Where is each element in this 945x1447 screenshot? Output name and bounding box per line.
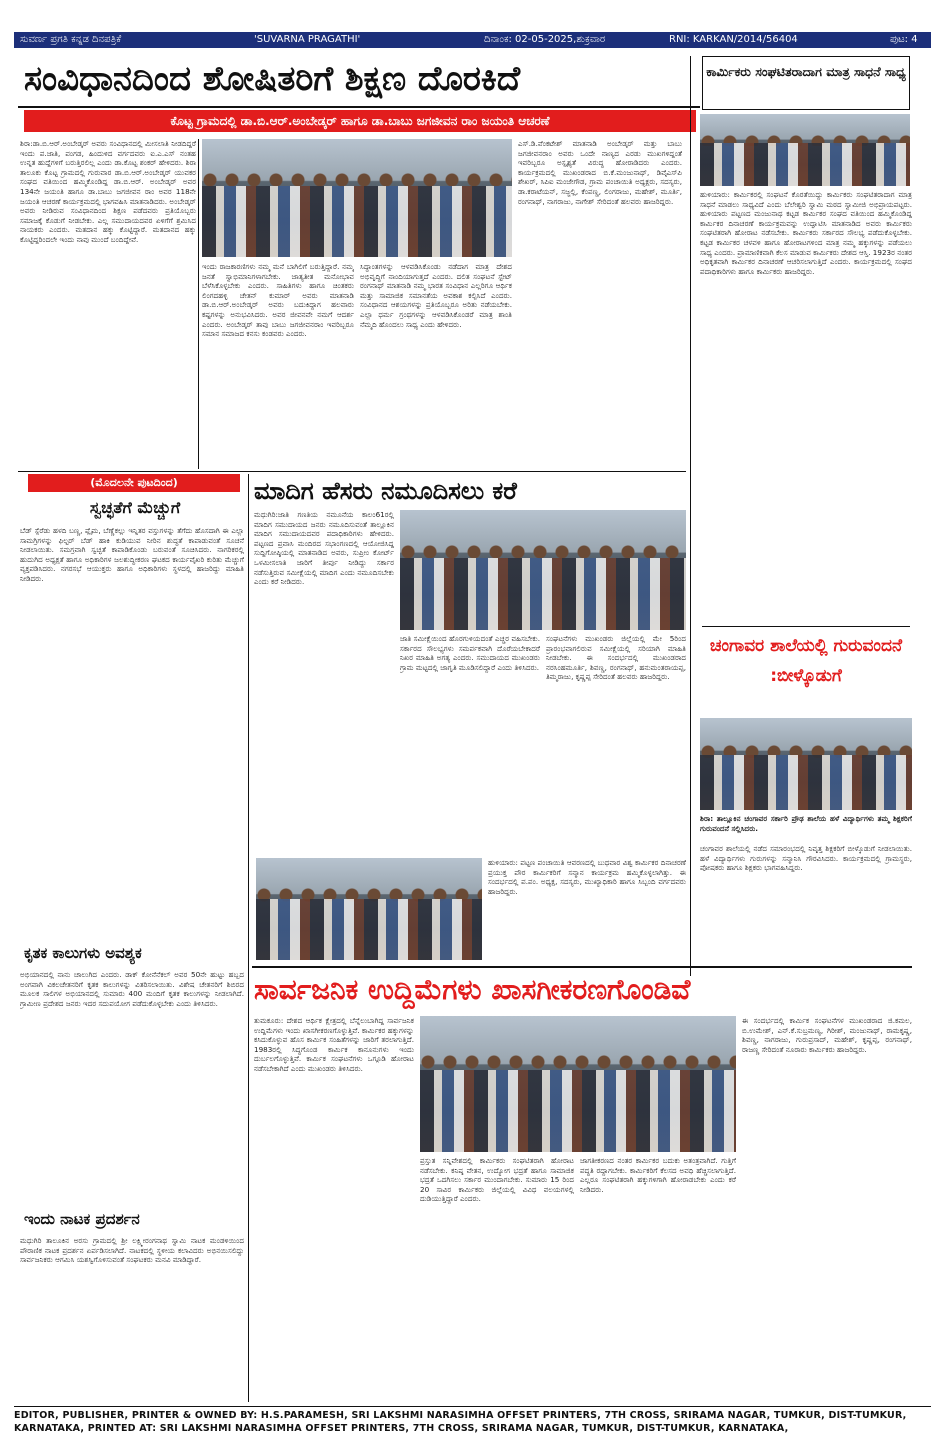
privatisation-column-1: ತುಮಕೂರು: ದೇಶದ ಆರ್ಥಿಕ ಕ್ಷೇತ್ರದಲ್ಲಿ ಬೆನ್ನೆಲುಬಾಗಿದ್ದ ಸಾರ್ವಜನಿಕ ಉದ್ದಿಮೆಗಳು ಇಂದು ಖಾಸಗೀಕರಣಗೊಳ್ಳುತ್ತಿವೆ. ಕಾರ್ಮಿಕರ ಹಕ್ಕುಗಳನ್ನು ಕಸಿದುಕೊಳ್ಳುವ ಹೊಸ ಕಾರ್ಮಿಕ ಸಂಹಿತೆಗಳನ್ನು ಜಾರಿಗೆ ತರಲಾಗುತ್ತಿದೆ. 1983ರಲ್ಲಿ ಸಿದ್ಧಗೊಂಡ ಕಾರ್ಮಿಕ ಕಾನೂನುಗಳು ಇಂದು ದುರ್ಬಲಗೊಳ್ಳುತ್ತಿವೆ. ಕಾರ್ಮಿಕ ಸಂಘಟನೆಗಳು ಒಗ್ಗೂಡಿ ಹೋರಾಟ ನಡೆಸಬೇಕಾಗಿದೆ ಎಂದು ಮುಖಂಡರು ತಿಳಿಸಿದರು. [254, 1016, 414, 1073]
imprint-line-2: KARNATAKA, PRINTED AT: SRI LAKSHMI NARASIMHA OFFSET PRINTERS, 7TH CROSS, SRIRAMA NAGAR, TUMKUR, DIST-TUMKUR, KARNATAKA, [14, 1423, 789, 1434]
right-headline: ಕಾರ್ಮಿಕರು ಸಂಘಟಿತರಾದಾಗ ಮಾತ್ರ ಸಾಧನೆ ಸಾಧ್ಯ [702, 56, 910, 110]
story-title-drama: ಇಂದು ನಾಟಕ ಪ್ರದರ್ಶನ [24, 1210, 140, 1228]
imprint-footer [14, 1406, 931, 1444]
column-rule [690, 56, 691, 976]
story-title-prosthetics: ಕೃತಕ ಕಾಲುಗಳು ಅವಶ್ಯಕ [24, 944, 142, 962]
column-rule [248, 474, 249, 1402]
workers-body: ಹುಳಿಯಾರು: ಪಟ್ಟಣ ಪಂಚಾಯಿತಿ ಆವರಣದಲ್ಲಿ ಬುಧವಾರ ವಿಶ್ವ ಕಾರ್ಮಿಕರ ದಿನಾಚರಣೆ ಪ್ರಯುಕ್ತ ಪೌರ ಕಾರ್ಮಿಕರಿಗೆ ಸನ್ಮಾನ ಕಾರ್ಯಕ್ರಮ ಹಮ್ಮಿಕೊಳ್ಳಲಾಗಿತ್ತು. ಈ ಸಂದರ್ಭದಲ್ಲಿ ಪ.ಪಂ. ಅಧ್ಯಕ್ಷ, ಸದಸ್ಯರು, ಮುಖ್ಯಾಧಿಕಾರಿ ಹಾಗೂ ಸಿಬ್ಬಂದಿ ವರ್ಗದವರು ಹಾಜರಿದ್ದರು. [488, 858, 686, 896]
rni-number: RNI: KARKAN/2014/56404 [669, 34, 798, 45]
lead-headline: ಸಂವಿಧಾನದಿಂದ ಶೋಷಿತರಿಗೆ ಶಿಕ್ಷಣ ದೊರಕಿದೆ [24, 59, 521, 99]
privatisation-photo [420, 1016, 736, 1152]
madiga-column-2: ಜಾತಿ ಸಮೀಕ್ಷೆಯಿಂದ ಹೊರಗುಳಿಯದಂತೆ ಎಚ್ಚರ ವಹಿಸಬೇಕು. ಸರ್ಕಾರದ ಸೌಲಭ್ಯಗಳು ಸಮರ್ಪಕವಾಗಿ ದೊರೆಯಬೇಕಾದರೆ ನಿಖರ ಮಾಹಿತಿ ಅಗತ್ಯ ಎಂದರು. ಸಮುದಾಯದ ಮುಖಂಡರು ಗ್ರಾಮ ಮಟ್ಟದಲ್ಲಿ ಜಾಗೃತಿ ಮೂಡಿಸಲಿದ್ದಾರೆ ಎಂದು ತಿಳಿಸಿದರು. [400, 634, 540, 672]
divider [18, 471, 686, 472]
right-body: ಹುಳಿಯಾರು: ಕಾರ್ಮಿಕರಲ್ಲಿ ಸಂಘಟನೆ ಕೊರತೆಯಿದ್ದು ಕಾರ್ಮಿಕರು ಸಂಘಟಿತರಾದಾಗ ಮಾತ್ರ ಸಾಧನೆ ಮಾಡಲು ಸಾಧ್ಯವಿದೆ ಎಂದು ಬೆಲೇಶ್ವರಿ ಸ್ವಾಮಿ ಮಠದ ಸ್ವಾಮೀಜಿ ಅಭಿಪ್ರಾಯಪಟ್ಟರು. ಹುಳಿಯಾರು ಪಟ್ಟಣದ ಮಂಜುನಾಥ ಕಟ್ಟಡ ಕಾರ್ಮಿಕರ ಸಂಘದ ವತಿಯಿಂದ ಹಮ್ಮಿಕೊಂಡಿದ್ದ ಕಾರ್ಮಿಕರ ದಿನಾಚರಣೆ ಕಾರ್ಯಕ್ರಮವನ್ನು ಉದ್ಘಾಟಿಸಿ ಮಾತನಾಡಿದ ಅವರು ಕಾರ್ಮಿಕರು ಸಂಘಟಿತರಾಗಿ ಹೋರಾಟ ನಡೆಸಬೇಕು. ಕಾರ್ಮಿಕರು ಸರ್ಕಾರದ ಸೌಲಭ್ಯ ಪಡೆದುಕೊಳ್ಳಬೇಕು. ಕಟ್ಟಡ ಕಾರ್ಮಿಕರ ಚಳವಳಿ ಹಾಗೂ ಹೋರಾಟಗಳಿಂದ ಮಾತ್ರ ನಮ್ಮ ಹಕ್ಕುಗಳನ್ನು ಪಡೆಯಲು ಸಾಧ್ಯ ಎಂದರು. ಪ್ರಾಮಾಣಿಕವಾಗಿ ಕೆಲಸ ಮಾಡುವ ಕಾರ್ಮಿಕರು ದೇಶದ ಆಸ್ತಿ. 1923ರ ನಂತರ ಅಧಿಕೃತವಾಗಿ ಕಾರ್ಮಿಕರ ದಿನಾಚರಣೆ ಆಚರಿಸಲಾಗುತ್ತಿದೆ ಎಂದರು. ಕಾರ್ಯಕ್ರಮದಲ್ಲಿ ಸಂಘದ ಪದಾಧಿಕಾರಿಗಳು ಹಾಗೂ ಕಾರ್ಮಿಕರು ಹಾಜರಿದ್ದರು. [700, 190, 912, 276]
lead-column-4: ಎಸ್.ಡಿ.ವೆಂಕಟೇಶ್ ಮಾತನಾಡಿ ಅಂಬೇಡ್ಕರ್ ಮತ್ತು ಬಾಬು ಜಗಜೀವನರಾಂ ಅವರು ಒಂದೇ ನಾಣ್ಯದ ಎರಡು ಮುಖಗಳಿದ್ದಂತೆ ಇವರಿಬ್ಬರೂ ಅಸ್ಪೃಶ್ಯತೆ ವಿರುದ್ಧ ಹೋರಾಡಿದರು ಎಂದರು. ಕಾರ್ಯಕ್ರಮದಲ್ಲಿ ಮುಖಂಡರಾದ ಬಿ.ಕೆ.ಮಂಜುನಾಥ್, ಡಿವೈಎಸ್‌ಪಿ ಶೇಖರ್, ಸಿಪಿಐ ಮಂಜೇಗೌಡ, ಗ್ರಾಮ ಪಂಚಾಯಿತಿ ಅಧ್ಯಕ್ಷರು, ಸದಸ್ಯರು, ಡಾ.ಕರಾಟೆಯನ್, ಸಜ್ಜಲ್ಲಿ, ಕೆಂಪಣ್ಣ, ಲಿಂಗರಾಜು, ಮಹೇಶ್, ಮೂರ್ತಿ, ರಂಗನಾಥ್, ನಾಗರಾಜು, ನಾಗೇಶ್ ಸೇರಿದಂತೆ ಹಲವರು ಹಾಜರಿದ್ದರು. [518, 139, 682, 206]
right-photo [700, 114, 910, 186]
changavara-photo [700, 718, 912, 810]
madiga-column-3: ಸಂಘಟನೆಗಳು ಮುಖಂಡರು ಜಿಲ್ಲೆಯಲ್ಲಿ ಮೇ 5ರಿಂದ ಪ್ರಾರಂಭವಾಗಲಿರುವ ಸಮೀಕ್ಷೆಯಲ್ಲಿ ಸರಿಯಾಗಿ ಮಾಹಿತಿ ನೀಡಬೇಕು. ಈ ಸಂದರ್ಭದಲ್ಲಿ ಮುಖಂಡರಾದ ನರಸಿಂಹಮೂರ್ತಿ, ಶಿವಣ್ಣ, ರಂಗನಾಥ್, ಹನುಮಂತರಾಯಪ್ಪ, ತಿಮ್ಮರಾಜು, ಕೃಷ್ಣಪ್ಪ ಸೇರಿದಂತೆ ಹಲವರು ಹಾಜರಿದ್ದರು. [546, 634, 686, 682]
privatisation-column-4: ಈ ಸಂದರ್ಭದಲ್ಲಿ ಕಾರ್ಮಿಕ ಸಂಘಟನೆಗಳ ಮುಖಂಡರಾದ ಜಿ.ಕಮಲ, ಬಿ.ಉಮೇಶ್, ಎನ್.ಕೆ.ಸುಬ್ರಮಣ್ಯ, ಗಿರೀಶ್, ಮಂಜುನಾಥ್, ರಾಮಕೃಷ್ಣ, ಶಿವಣ್ಣ, ನಾಗರಾಜು, ಗುರುಪ್ರಸಾದ್, ಮಹೇಶ್, ಕೃಷ್ಣಪ್ಪ, ರಂಗನಾಥ್, ರಾಜಣ್ಣ ಸೇರಿದಂತೆ ನೂರಾರು ಕಾರ್ಮಿಕರು ಹಾಜರಿದ್ದರು. [742, 1016, 912, 1054]
lead-photo [202, 139, 512, 257]
privatisation-column-2: ಪ್ರಸ್ತುತ ಸನ್ನಿವೇಶದಲ್ಲಿ ಕಾರ್ಮಿಕರು ಸಂಘಟಿತರಾಗಿ ಹೋರಾಟ ನಡೆಸಬೇಕು. ಕನಿಷ್ಠ ವೇತನ, ಉದ್ಯೋಗ ಭದ್ರತೆ ಹಾಗೂ ಸಾಮಾಜಿಕ ಭದ್ರತೆ ಒದಗಿಸಲು ಸರ್ಕಾರ ಮುಂದಾಗಬೇಕು. ಸುಮಾರು 15 ರಿಂದ 20 ಸಾವಿರ ಕಾರ್ಮಿಕರು ಜಿಲ್ಲೆಯಲ್ಲಿ ವಿವಿಧ ವಲಯಗಳಲ್ಲಿ ದುಡಿಯುತ್ತಿದ್ದಾರೆ ಎಂದರು. [420, 1156, 574, 1204]
story-body-cleanliness: ಬೆಡ್ ಸ್ಪೆರೆಡು ಹಳದಿ ಬಣ್ಣ, ಪ್ಲೈಮ, ಬೆಣ್ಣೆಕಲ್ಲು ಇನ್ನಿತರ ವಸ್ತುಗಳನ್ನು ತೆಗೆದು ಹೊಸದಾಗಿ ಈ ಎಲ್ಲಾ ಸಾಮಗ್ರಿಗಳನ್ನು ಫಿಲ್ಟರ್ ಬೆಡ್ ಹಾಕಿ ಕುಡಿಯುವ ನೀರಿನ ಶುದ್ಧತೆ ಕಾಪಾಡುವಂತೆ ಸೂಚನೆ ನೀಡಲಾಯಿತು. ಸಮಗ್ರವಾಗಿ ಸ್ವಚ್ಛತೆ ಕಾಪಾಡಿಕೊಂಡು ಬರುವಂತೆ ಸೂಚಿಸಿದರು. ನಾಗರಿಕರಲ್ಲಿ ಹುದುಗಿದ ಅಧ್ಯಕ್ಷತೆ ಹಾಗೂ ಅಧಿಕಾರಿಗಳ ಜಲಶುದ್ಧೀಕರಣ ಘಟಕದ ಕಾರ್ಯವೈಖರಿ ಕುರಿತು ಮೆಚ್ಚುಗೆ ವ್ಯಕ್ತಪಡಿಸಿದರು. ನಗರಸಭೆ ಆಯುಕ್ತರು ಹಾಗೂ ಅಧಿಕಾರಿಗಳು ಸ್ಥಳದಲ್ಲಿ ಹಾಜರಿದ್ದು ಮಾಹಿತಿ ನೀಡಿದರು. [20, 526, 244, 583]
divider [18, 106, 700, 108]
madiga-headline: ಮಾದಿಗ ಹೆಸರು ನಮೂದಿಸಲು ಕರೆ [254, 477, 517, 505]
continued-tag: (ಮೊದಲನೇ ಪುಟದಿಂದ) [28, 474, 240, 492]
changavara-caption: ಶಿರಾ: ತಾಲ್ಲೂಕಿನ ಚಂಗಾವರ ಸರ್ಕಾರಿ ಪ್ರೌಢ ಶಾಲೆಯ ಹಳೆ ವಿದ್ಯಾರ್ಥಿಗಳು ತಮ್ಮ ಶಿಕ್ಷಕರಿಗೆ ಗುರುವಂದನೆ ಸಲ್ಲಿಸಿದರು. [700, 814, 912, 833]
story-body-prosthetics: ಅಭಿಯಾನದಲ್ಲಿ ನಾನು ಚಾಲುಗಿದ ಎಂದರು. ಡಾಕ್ ಕೋನೆನೆಕಲ್ ಅವರ 50ನೇ ಹುಟ್ಟು ಹಬ್ಬದ ಅಂಗವಾಗಿ ವಿಕಲಚೇತನರಿಗೆ ಕೃತಕ ಕಾಲುಗಳನ್ನು ವಿತರಿಸಲಾಯಿತು. ವಿಶೇಷ ಚೇತನರಿಗೆ ಶಿಬಿರದ ಮೂಲಕ ಸಾಲಿಗಳ ಅಭಿಯಾನದಲ್ಲಿ ಸುಮಾರು 400 ಮಂದಿಗೆ ಕೃತಕ ಕಾಲುಗಳನ್ನು ನೀಡಲಾಗಿದೆ. ಗ್ರಾಮೀಣ ಪ್ರದೇಶದ ಜನರು ಇದರ ಸದುಪಯೋಗ ಪಡೆದುಕೊಳ್ಳಬೇಕು ಎಂದು ತಿಳಿಸಿದರು. [20, 970, 244, 1008]
story-body-drama: ಮಧುಗಿರಿ ತಾಲೂಕಿನ ಅರಸು ಗ್ರಾಮದಲ್ಲಿ ಶ್ರೀ ಲಕ್ಷ್ಮೀರಂಗನಾಥ ಸ್ವಾಮಿ ನಾಟಕ ಮಂಡಳಿಯಿಂದ ಪೌರಾಣಿಕ ನಾಟಕ ಪ್ರದರ್ಶನ ಏರ್ಪಡಿಸಲಾಗಿದೆ. ನಾಟಕದಲ್ಲಿ ಸ್ಥಳೀಯ ಕಲಾವಿದರು ಅಭಿನಯಿಸಲಿದ್ದು ಸಾರ್ವಜನಿಕರು ಆಗಮಿಸಿ ಯಶಸ್ವಿಗೊಳಿಸುವಂತೆ ಸಂಘಟಕರು ಮನವಿ ಮಾಡಿದ್ದಾರೆ. [20, 1236, 244, 1265]
masthead-strip [14, 32, 931, 48]
lead-column-3: ಸಿದ್ಧಾಂತಗಳನ್ನು ಆಳವಡಿಸಿಕೊಂಡು ನಡೆದಾಗ ಮಾತ್ರ ದೇಶದ ಅಭಿವೃದ್ಧಿಗೆ ನಾಂದಿಯಾಗುತ್ತದೆ ಎಂದರು. ದಲಿತ ಸಂಘಟನೆ ಸ್ಟೇಟ್ ರಂಗನಾಥ್ ಮಾತನಾಡಿ ನಮ್ಮ ಭಾರತ ಸಂವಿಧಾನ ಎಲ್ಲರಿಗೂ ಆರ್ಥಿಕ ಮತ್ತು ಸಾಮಾಜಿಕ ಸಮಾನತೆಯ ಅವಕಾಶ ಕಲ್ಪಿಸಿದೆ ಎಂದರು. ಸಂವಿಧಾನದ ಆಶಯಗಳನ್ನು ಪ್ರತಿಯೊಬ್ಬರೂ ಅರಿತು ನಡೆಯಬೇಕು. ಎಲ್ಲಾ ಧರ್ಮ ಗ್ರಂಥಗಳನ್ನು ಆಳವಡಿಸಿಕೊಂಡರೆ ಮಾತ್ರ ಶಾಂತಿ ನೆಮ್ಮದಿ ಹೊಂದಲು ಸಾಧ್ಯ ಎಂದು ಹೇಳಿದರು. [360, 262, 512, 329]
imprint-line-1: EDITOR, PUBLISHER, PRINTER & OWNED BY: H.S.PARAMESH, SRI LAKSHMI NARASIMHA OFFSET PRINTERS, 7TH CROSS, SRIRAMA NAGAR, TUMKUR, DIST-TUMKUR, [14, 1410, 907, 1421]
workers-photo [256, 858, 482, 960]
madiga-column-1: ಮಧುಗಿರಿ:ಜಾತಿ ಗಣತಿಯ ನಮೂನೆಯ ಕಾಲಂ61ರಲ್ಲಿ ಮಾದಿಗ ಸಮುದಾಯದ ಜನರು ನಮೂದಿಸುವಂತೆ ತಾಲ್ಲೂಕಿನ ಮಾದಿಗ ಸಮುದಾಯದವರ ಪದಾಧಿಕಾರಿಗಳು ಹೇಳಿದರು. ಪಟ್ಟಣದ ಪ್ರವಾಸಿ ಮಂದಿರದ ಸಭಾಂಗಣದಲ್ಲಿ ಆಯೋಜಿಸಿದ್ದ ಸುದ್ದಿಗೋಷ್ಠಿಯಲ್ಲಿ ಮಾತನಾಡಿದ ಅವರು, ಸುಪ್ರೀಂ ಕೋರ್ಟ್ ಒಳಮೀಸಲಾತಿ ಜಾರಿಗೆ ತೀರ್ಪು ನೀಡಿದ್ದು ಸರ್ಕಾರ ನಡೆಸುತ್ತಿರುವ ಸಮೀಕ್ಷೆಯಲ್ಲಿ ಮಾದಿಗ ಎಂದು ನಮೂದಿಸಬೇಕು ಎಂದು ಕರೆ ನೀಡಿದರು. [254, 510, 394, 587]
page-number: ಪುಟ: 4 [890, 34, 918, 45]
lead-column-1: ಶಿರಾ:ಡಾ.ಬಿ.ಆರ್.ಅಂಬೇಡ್ಕರ್ ಅವರು ಸಂವಿಧಾನದಲ್ಲಿ ಮೀಸಲಾತಿ ನೀಡದಿದ್ದರೆ ಇಂದು ಪ.ಜಾತಿ, ಪಂಗಡ, ಹಿಂದುಳಿದ ವರ್ಗದವರು ಐ.ಎ.ಎಸ್ ನಂತಹ ಉನ್ನತ ಹುದ್ದೆಗಳಿಗೆ ಬರುತ್ತಿರಲಿಲ್ಲ ಎಂದು ಡಾ.ಕೊಟ್ಟ ಶಂಕರ್ ಹೇಳಿದರು. ಶಿರಾ ತಾಲೂಕು ಕೊಟ್ಟ ಗ್ರಾಮದಲ್ಲಿ ಗುರುವಾರ ಡಾ.ಬಿ.ಆರ್.ಅಂಬೇಡ್ಕರ್ ಯುವಕರ ಸಂಘದ ವತಿಯಿಂದ ಹಮ್ಮಿಕೊಂಡಿದ್ದ ಡಾ.ಬಿ.ಆರ್. ಅಂಬೇಡ್ಕರ್ ಅವರ 134ನೇ ಜಯಂತಿ ಹಾಗೂ ಡಾ.ಬಾಬು ಜಗಜೀವನ ರಾಂ ಅವರ 118ನೇ ಜಯಂತಿ ಆಚರಣೆ ಕಾರ್ಯಕ್ರಮದಲ್ಲಿ ಭಾಗವಹಿಸಿ ಮಾತನಾಡಿದರು. ಅಂಬೇಡ್ಕರ್ ಅವರು ನೀಡಿರುವ ಸಂವಿಧಾನದಿಂದ ಶಿಕ್ಷಣ ಪಡೆದವರು ಪ್ರತಿಯೊಬ್ಬರು ಸಮಾಜಕ್ಕೆ ಕೊಡುಗೆ ನೀಡಬೇಕು. ಎಲ್ಲ ಸಮುದಾಯದವರ ಏಳಿಗೆಗೆ ಶ್ರಮಿಸಿದ ನಾಯಕರು ಎಂದರು. ಮತದಾನ ಹಕ್ಕು ಕೊಟ್ಟಿದ್ದಾರೆ. ಮತದಾನದ ಹಕ್ಕು ಕೊಟ್ಟಿದ್ದರಿಂದಲೇ ಇಂದು ನಾವು ಮುಂದೆ ಬಂದಿದ್ದೇವೆ. [20, 139, 196, 244]
column-rule [198, 139, 199, 469]
changavara-body: ಚಂಗಾವರ ಶಾಲೆಯಲ್ಲಿ ನಡೆದ ಸಮಾರಂಭದಲ್ಲಿ ನಿವೃತ್ತ ಶಿಕ್ಷಕರಿಗೆ ಬೀಳ್ಕೊಡುಗೆ ನೀಡಲಾಯಿತು. ಹಳೆ ವಿದ್ಯಾರ್ಥಿಗಳು ಗುರುಗಳನ್ನು ಸನ್ಮಾನಿಸಿ ಗೌರವಿಸಿದರು. ಕಾರ್ಯಕ್ರಮದಲ್ಲಿ ಗ್ರಾಮಸ್ಥರು, ಪೋಷಕರು ಹಾಗೂ ಶಿಕ್ಷಕರು ಭಾಗವಹಿಸಿದ್ದರು. [700, 844, 912, 873]
paper-name: 'SUVARNA PRAGATHI' [254, 34, 361, 45]
issue-date: ದಿನಾಂಕ: 02-05-2025,ಶುಕ್ರವಾರ [484, 34, 606, 45]
lead-subhead: ಕೊಟ್ಟ ಗ್ರಾಮದಲ್ಲಿ ಡಾ.ಬಿ.ಆರ್.ಅಂಬೇಡ್ಕರ್ ಹಾಗೂ ಡಾ.ಬಾಬು ಜಗಜೀವನ ರಾಂ ಜಯಂತಿ ಆಚರಣೆ [24, 110, 696, 132]
privatisation-column-3: ಜಾಗತೀಕರಣದ ನಂತರ ಕಾರ್ಮಿಕರ ಬದುಕು ಅತಂತ್ರವಾಗಿದೆ. ಗುತ್ತಿಗೆ ಪದ್ಧತಿ ರದ್ದಾಗಬೇಕು. ಕಾರ್ಮಿಕರಿಗೆ ಕೆಲಸದ ಅವಧಿ ಹೆಚ್ಚಿಸಲಾಗುತ್ತಿದೆ. ಎಲ್ಲರೂ ಸಂಘಟಿತರಾಗಿ ಹಕ್ಕುಗಳಿಗಾಗಿ ಹೋರಾಡಬೇಕು ಎಂದು ಕರೆ ನೀಡಿದರು. [580, 1156, 736, 1194]
lead-column-2: ಇಂದು ರಾಜಕಾರಣಿಗಳು ನಮ್ಮ ಮನೆ ಬಾಗಿಲಿಗೆ ಬರುತ್ತಿದ್ದಾರೆ. ನಮ್ಮ ಜನತೆ ಸ್ವಾಭಿಮಾನಿಗಳಾಗಬೇಕು. ಜಾತ್ಯತೀತ ಮನೋಭಾವ ಬೆಳೆಸಿಕೊಳ್ಳಬೇಕು ಎಂದರು. ಸಾಹಿತಿಗಳು ಹಾಗೂ ಚಿಂತಕರು ಲಿಂಗದಹಳ್ಳಿ ಚೇತನ್ ಕುಮಾರ್ ಅವರು ಮಾತನಾಡಿ ಡಾ.ಬಿ.ಆರ್.ಅಂಬೇಡ್ಕರ್ ಅವರು ಬದುಕಿದ್ದಾಗ ಹಲವಾರು ಕಷ್ಟಗಳನ್ನು ಅನುಭವಿಸಿದರು. ಅವರ ಜೀವನವೇ ನಮಗೆ ಆದರ್ಶ ಎಂದರು. ಅಂಬೇಡ್ಕರ್ ತಾವು ಬಾಬು ಜಗಜೀವನರಾಂ ಇವರಿಬ್ಬರೂ ಸಮಾನ ಸಮಾಜದ ಕನಸು ಕಂಡವರು ಎಂದರು. [202, 262, 354, 339]
story-title-cleanliness: ಸ್ವಚ್ಛತೆಗೆ ಮೆಚ್ಚುಗೆ [89, 498, 181, 517]
changavara-headline: ಚಂಗಾವರ ಶಾಲೆಯಲ್ಲಿ ಗುರುವಂದನೆ :ಬೀಳ್ಕೊಡುಗೆ [702, 626, 910, 716]
madiga-photo [400, 510, 686, 630]
tagline: ಸುವರ್ಣ ಪ್ರಗತಿ ಕನ್ನಡ ದಿನಪತ್ರಿಕೆ [20, 34, 122, 45]
privatisation-headline: ಸಾರ್ವಜನಿಕ ಉದ್ದಿಮೆಗಳು ಖಾಸಗೀಕರಣಗೊಂಡಿವೆ [254, 973, 691, 1006]
